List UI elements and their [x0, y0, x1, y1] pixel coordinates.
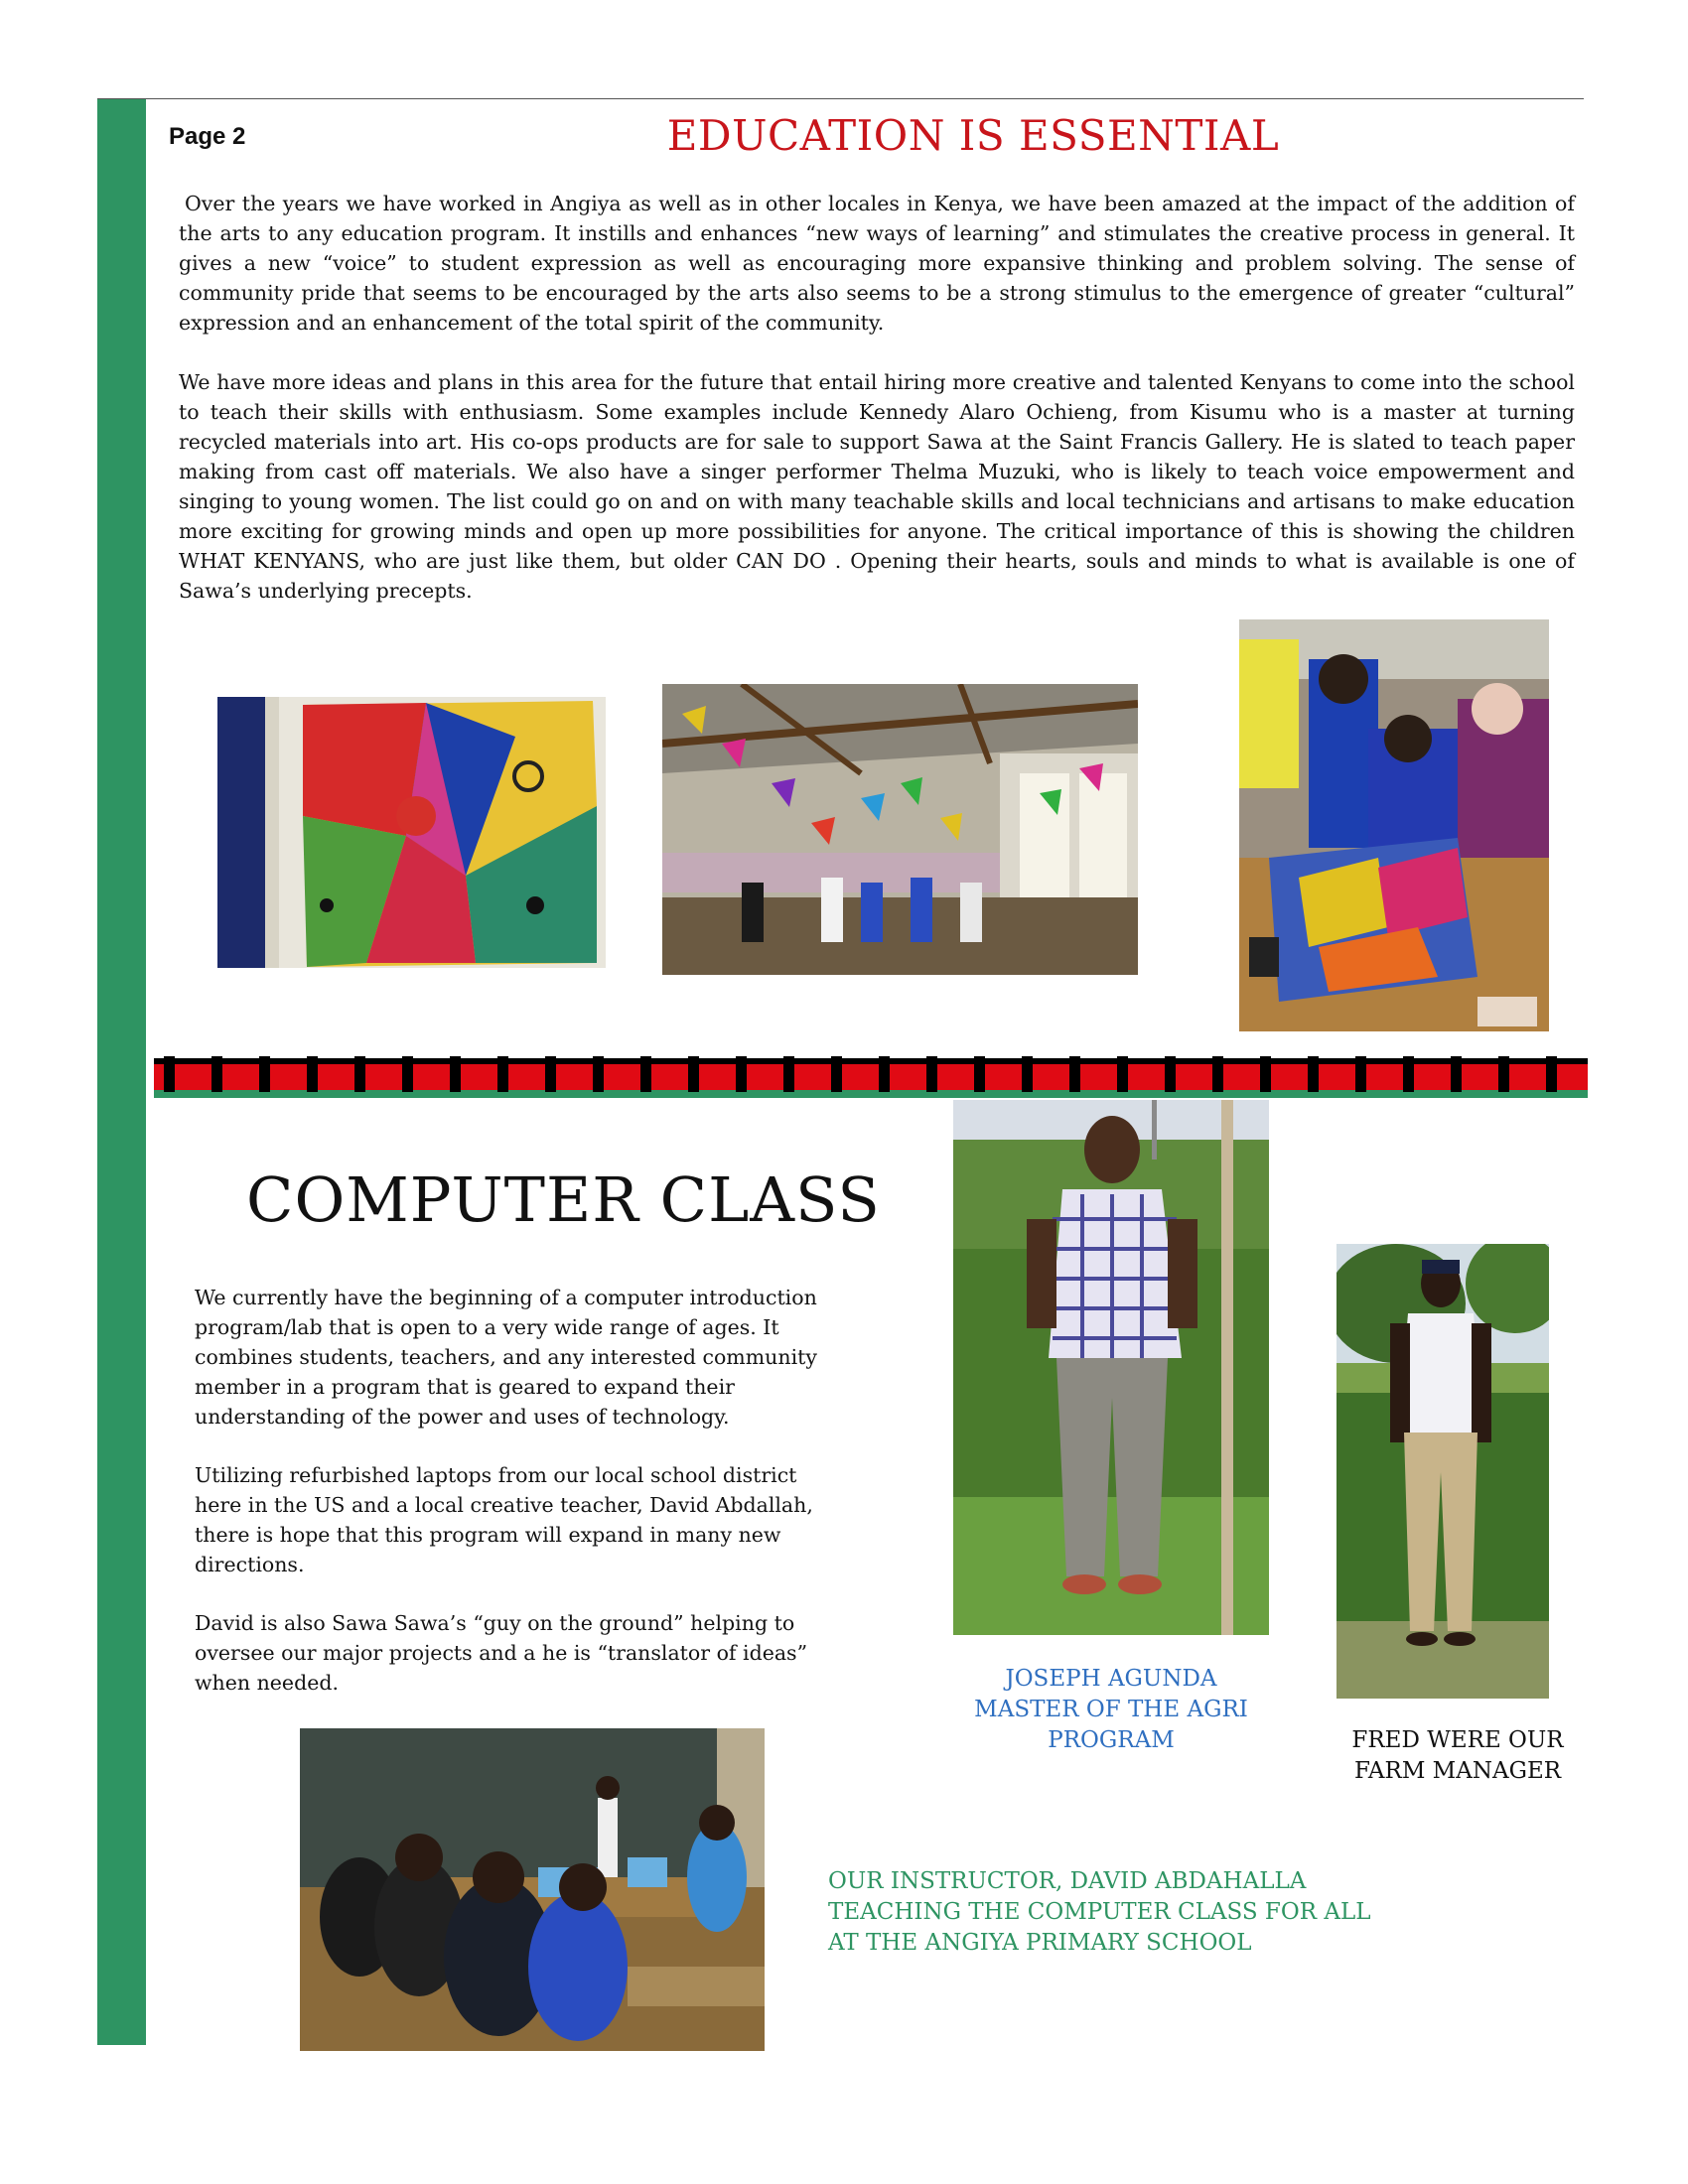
fred-were-photo [1336, 1244, 1549, 1699]
instructor-caption: OUR INSTRUCTOR, DAVID ABDAHALLA TEACHING THE COMPUTER CLASS FOR ALL AT THE ANGIYA PRIMARY SCHOOL [828, 1868, 1371, 1956]
computer-class-photo [300, 1728, 765, 2051]
page-number: Page 2 [169, 123, 246, 150]
left-green-bar [97, 99, 146, 2045]
computer-paragraph-2: Utilizing refurbished laptops from our local school district here in the US and a local creative teacher, David Abdallah, there is hope that this program will expand in many new directions. [195, 1463, 813, 1576]
abstract-mural-photo [217, 697, 606, 968]
joseph-caption: JOSEPH AGUNDA MASTER OF THE AGRI PROGRAM [974, 1666, 1248, 1753]
computer-paragraph-3: David is also Sawa Sawa’s “guy on the ground” helping to oversee our major projects and a he is “translator of ideas” when needed. [195, 1611, 808, 1695]
classroom-kites-photo [662, 684, 1138, 975]
joseph-agunda-photo [953, 1100, 1269, 1635]
page-title: EDUCATION IS ESSENTIAL [666, 111, 1280, 160]
students-painting-photo [1239, 619, 1549, 1031]
education-paragraph-2: We have more ideas and plans in this area for the future that entail hiring more creative and talented Kenyans to come into the school to teach their skills with enthusiasm. Some examples include Kennedy Alaro Ochieng, from Kisumu who is a master at turning recycled materials into art. His co-ops products are for sale to support Sawa at the Saint Francis Gallery. He is slated to teach paper making from cast off materials. We also have a singer performer Thelma Muzuki, who is likely to teach voice empowerment and singing to young women. The list could go on and on with many teachable skills and local technicians and artisans to make education more exciting for growing minds and open up more possibilities for anyone. The critical importance of this is showing the children WHAT KENYANS, who are just like them, but older CAN DO . Opening their hearts, souls and minds to what is available is one of Sawa’s underlying precepts. [179, 370, 1575, 603]
education-paragraph-1: Over the years we have worked in Angiya as well as in other locales in Kenya, we have been amazed at the impact of the addition of the arts to any education program. It instills and enhances “new ways of learning” and stimulates the creative process in general. It gives a new “voice” to student expression as well as encouraging more expansive thinking and problem solving. The sense of community pride that seems to be encouraged by the arts also seems to be a strong stimulus to the emergence of greater “cultural” expression and an enhancement of the total spirit of the community. [179, 192, 1575, 335]
fred-caption: FRED WERE OUR FARM MANAGER [1351, 1727, 1564, 1784]
top-rule [97, 98, 1584, 99]
kenya-flag-band [154, 1056, 1588, 1098]
computer-paragraph-1: We currently have the beginning of a computer introduction program/lab that is open to a very wide range of ages. It combines students, teachers, and any interested community member in a program that is geared to expand their understanding of the power and uses of technology. [195, 1286, 817, 1429]
computer-class-title: COMPUTER CLASS [246, 1163, 881, 1236]
